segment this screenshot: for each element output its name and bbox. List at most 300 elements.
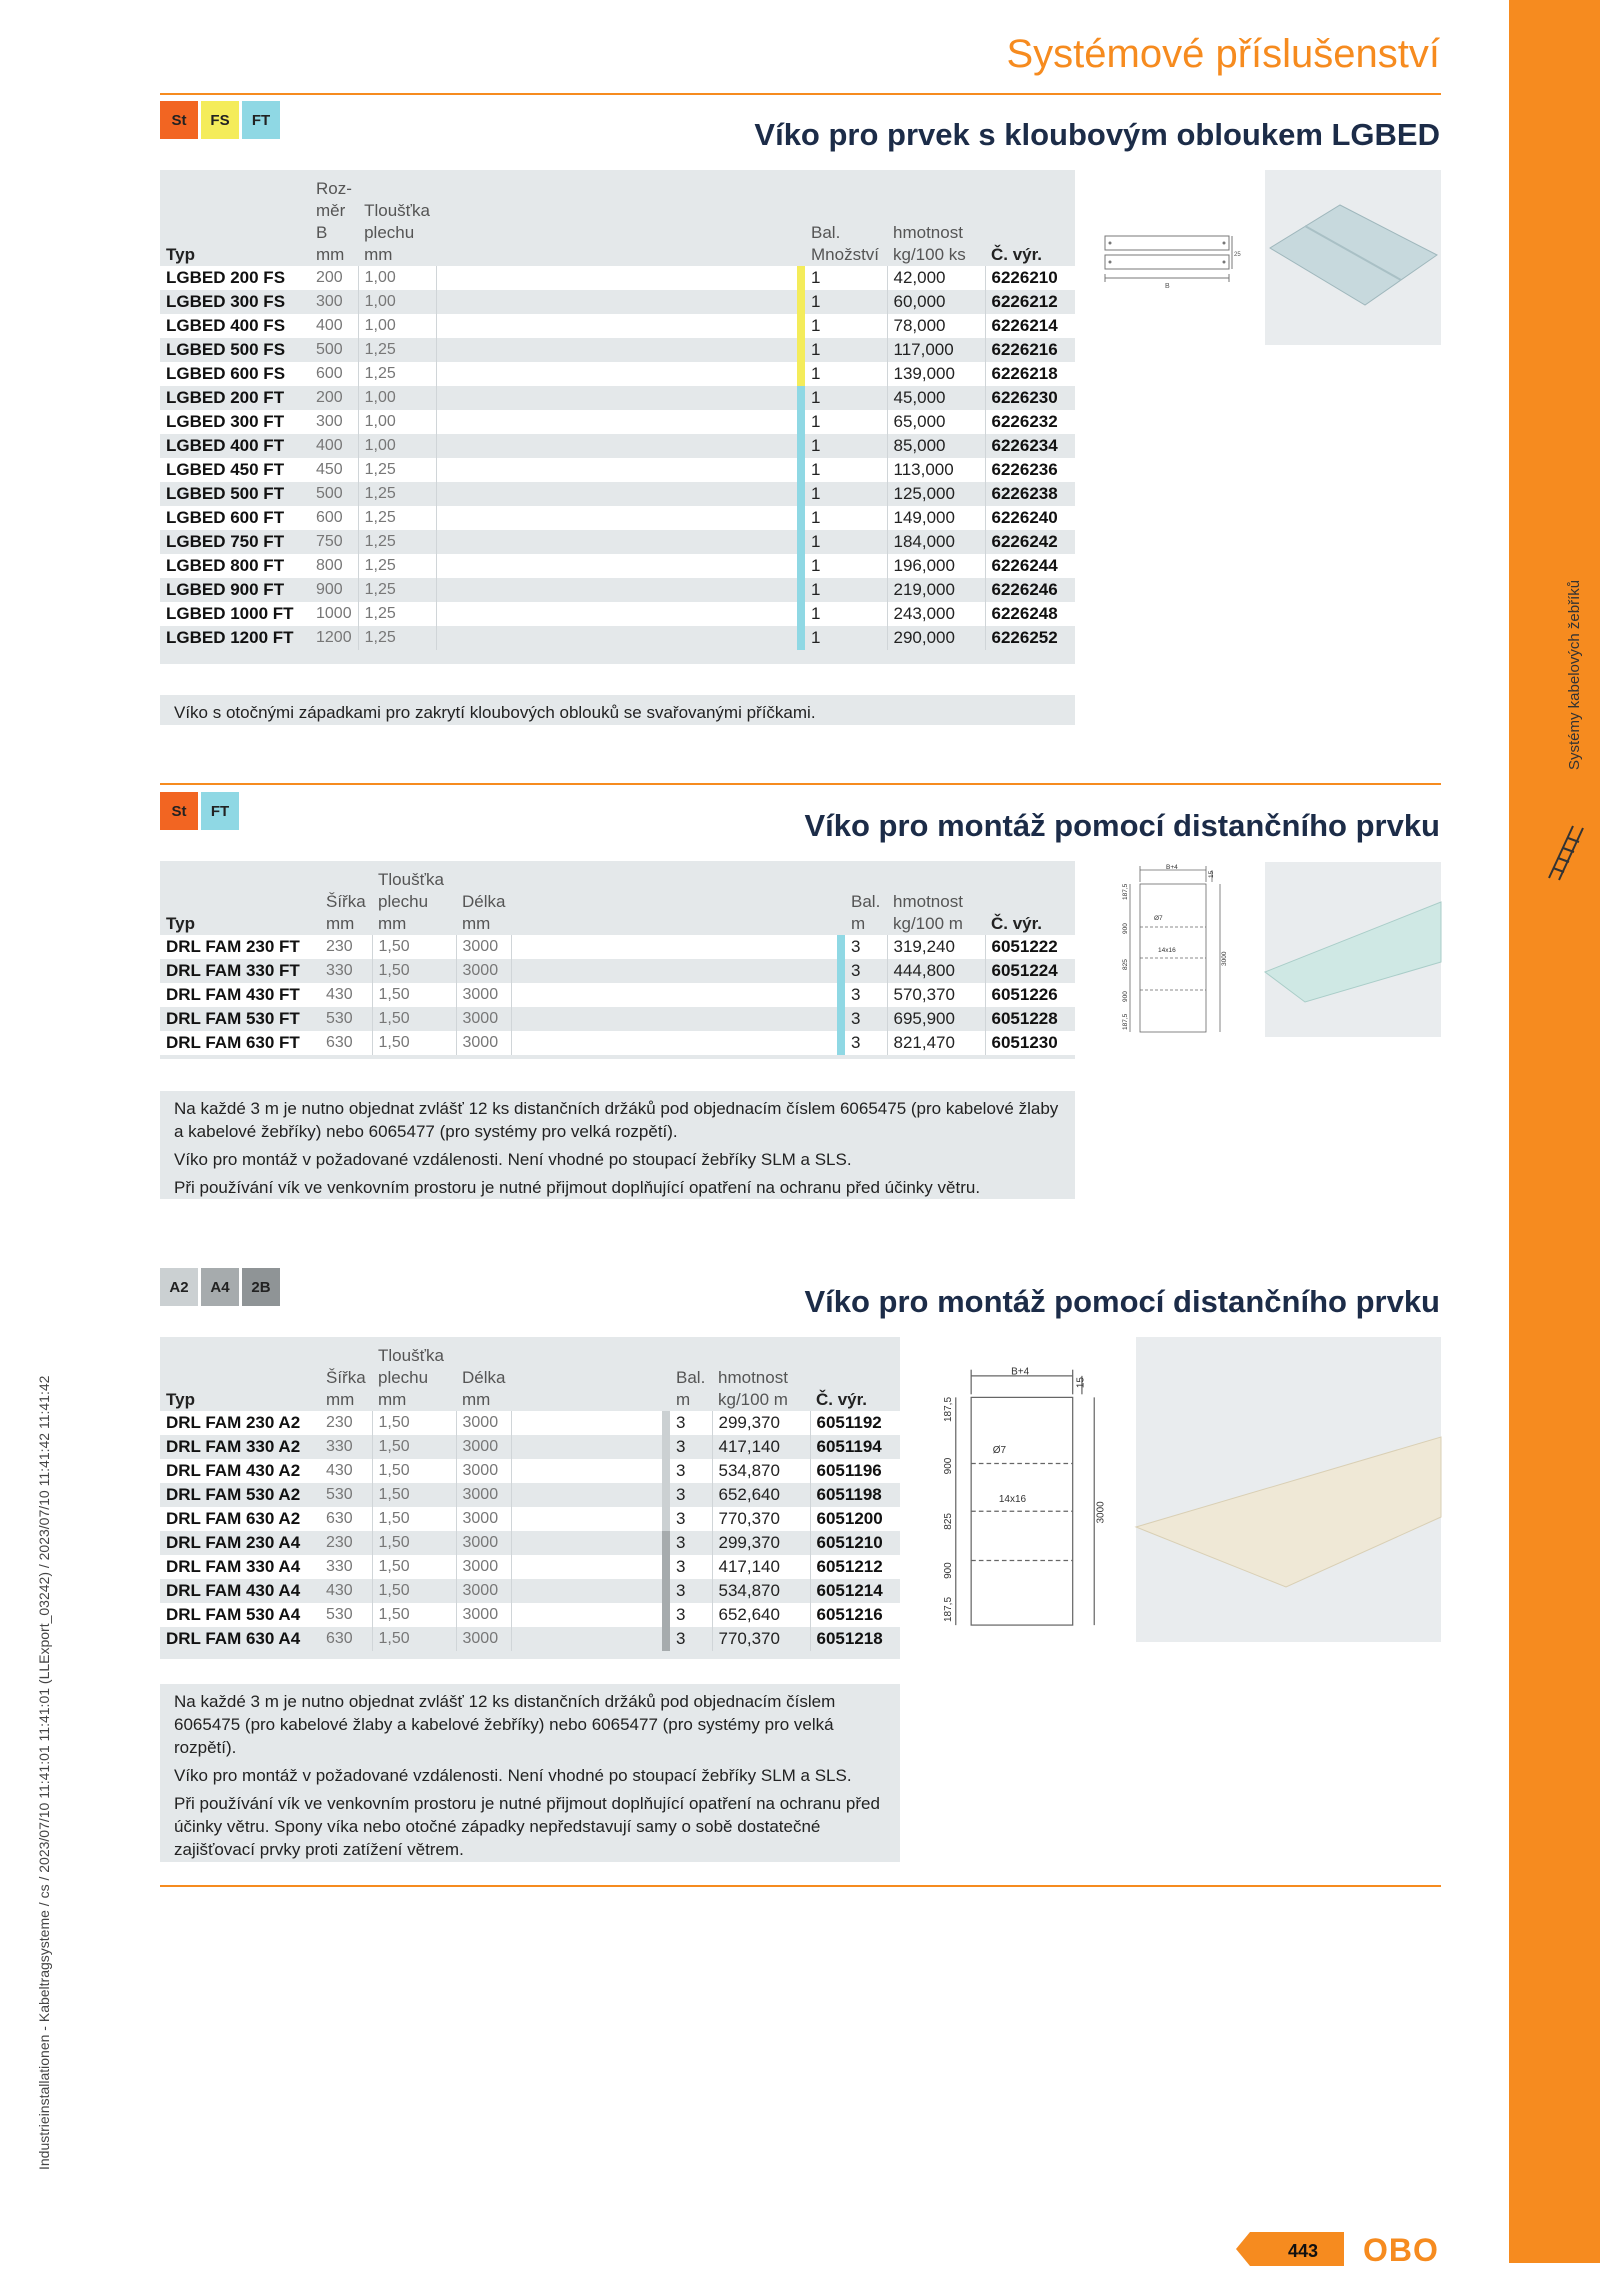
cell-typ: LGBED 300 FT bbox=[160, 410, 310, 434]
col-cvyr: Č. výr. bbox=[991, 245, 1043, 264]
cell-cvyr: 6051200 bbox=[810, 1507, 900, 1531]
cell-rozmer: 900 bbox=[310, 578, 358, 602]
cell-blank bbox=[511, 1483, 662, 1507]
table-row bbox=[160, 1411, 900, 1435]
cell-typ: LGBED 200 FS bbox=[160, 266, 310, 290]
cell-typ: LGBED 750 FT bbox=[160, 530, 310, 554]
product-table bbox=[160, 861, 1075, 1059]
cell-bal: 3 bbox=[670, 1627, 712, 1651]
cell-hmotnost: 85,000 bbox=[887, 434, 985, 458]
cell-hmotnost: 65,000 bbox=[887, 410, 985, 434]
section-title: Víko pro montáž pomocí distančního prvku bbox=[804, 1284, 1440, 1319]
cell-bal: 3 bbox=[670, 1483, 712, 1507]
dim-label: 187,5 bbox=[1122, 883, 1129, 900]
hole-label: Ø7 bbox=[992, 1444, 1007, 1456]
cell-delka: 3000 bbox=[456, 983, 511, 1007]
table-row bbox=[160, 626, 1075, 650]
cell-blank bbox=[436, 530, 797, 554]
table-row bbox=[160, 1603, 900, 1627]
cell-stripe bbox=[797, 314, 805, 338]
cell-cvyr: 6226248 bbox=[985, 602, 1075, 626]
col-cvyr: Č. výr. bbox=[816, 1390, 868, 1409]
cell-hmotnost: 125,000 bbox=[887, 482, 985, 506]
table-row bbox=[160, 1579, 900, 1603]
cell-cvyr: 6226244 bbox=[985, 554, 1075, 578]
slot-label: 14x16 bbox=[998, 1494, 1027, 1505]
dim-label: 187,5 bbox=[943, 1596, 955, 1622]
table-row bbox=[160, 266, 1075, 290]
cell-typ: DRL FAM 630 A4 bbox=[160, 1627, 320, 1651]
cell-hmotnost: 534,870 bbox=[712, 1579, 810, 1603]
cell-hmotnost: 78,000 bbox=[887, 314, 985, 338]
cell-cvyr: 6226232 bbox=[985, 410, 1075, 434]
table-row bbox=[160, 410, 1075, 434]
col-bal: Bal. Množství bbox=[811, 223, 880, 264]
cell-stripe bbox=[797, 530, 805, 554]
cell-hmotnost: 45,000 bbox=[887, 386, 985, 410]
dim-label: 825 bbox=[943, 1513, 955, 1530]
cell-bal: 1 bbox=[805, 314, 887, 338]
cell-rozmer: 450 bbox=[310, 458, 358, 482]
cell-cvyr: 6226242 bbox=[985, 530, 1075, 554]
table-row bbox=[160, 386, 1075, 410]
cell-stripe bbox=[662, 1555, 670, 1579]
cell-stripe bbox=[837, 935, 845, 959]
cell-typ: DRL FAM 330 FT bbox=[160, 959, 320, 983]
cell-typ: LGBED 800 FT bbox=[160, 554, 310, 578]
dim-total-label: 3000 bbox=[1095, 1501, 1107, 1524]
cell-sirka: 630 bbox=[320, 1031, 372, 1055]
badge-a2: A2 bbox=[160, 1268, 198, 1306]
cell-cvyr: 6226218 bbox=[985, 362, 1075, 386]
cell-tloustka: 1,00 bbox=[358, 314, 436, 338]
col-tloustka: Tloušťka plechu mm bbox=[364, 201, 430, 264]
cell-cvyr: 6051226 bbox=[985, 983, 1075, 1007]
cell-rozmer: 500 bbox=[310, 338, 358, 362]
cell-blank bbox=[511, 959, 837, 983]
cell-cvyr: 6051222 bbox=[985, 935, 1075, 959]
cell-hmotnost: 652,640 bbox=[712, 1603, 810, 1627]
cell-bal: 1 bbox=[805, 386, 887, 410]
cell-delka: 3000 bbox=[456, 1435, 511, 1459]
cell-cvyr: 6226214 bbox=[985, 314, 1075, 338]
cell-cvyr: 6226252 bbox=[985, 626, 1075, 650]
cell-rozmer: 400 bbox=[310, 314, 358, 338]
cell-stripe bbox=[662, 1531, 670, 1555]
note-text: Víko pro montáž v požadované vzdálenosti. Není vhodné po stoupací žebříky SLM a SLS. bbox=[174, 1150, 852, 1169]
table-row bbox=[160, 482, 1075, 506]
cell-cvyr: 6051224 bbox=[985, 959, 1075, 983]
cell-hmotnost: 42,000 bbox=[887, 266, 985, 290]
section-rule bbox=[160, 783, 1441, 785]
cell-cvyr: 6051216 bbox=[810, 1603, 900, 1627]
cell-bal: 3 bbox=[670, 1435, 712, 1459]
cell-stripe bbox=[797, 458, 805, 482]
col-stripe bbox=[797, 170, 805, 266]
cell-bal: 1 bbox=[805, 458, 887, 482]
cell-tloustka: 1,25 bbox=[358, 482, 436, 506]
dim-width-label: B+4 bbox=[1011, 1366, 1030, 1378]
cell-bal: 1 bbox=[805, 554, 887, 578]
cell-cvyr: 6226216 bbox=[985, 338, 1075, 362]
table-row bbox=[160, 314, 1075, 338]
cell-rozmer: 600 bbox=[310, 506, 358, 530]
product-notes bbox=[160, 1091, 1075, 1199]
table-row bbox=[160, 362, 1075, 386]
col-stripe bbox=[837, 861, 845, 935]
table-row bbox=[160, 1555, 900, 1579]
table-row bbox=[160, 935, 1075, 959]
cell-cvyr: 6226246 bbox=[985, 578, 1075, 602]
cell-bal: 3 bbox=[845, 935, 887, 959]
cell-typ: LGBED 600 FT bbox=[160, 506, 310, 530]
col-cvyr: Č. výr. bbox=[991, 914, 1043, 933]
product-note bbox=[160, 695, 1075, 725]
cell-bal: 3 bbox=[670, 1507, 712, 1531]
cell-tloustka: 1,50 bbox=[372, 1507, 456, 1531]
cell-stripe bbox=[797, 506, 805, 530]
cell-sirka: 430 bbox=[320, 1459, 372, 1483]
cell-hmotnost: 243,000 bbox=[887, 602, 985, 626]
col-tloustka: Tloušťka plechu mm bbox=[378, 870, 444, 933]
cell-typ: DRL FAM 530 A4 bbox=[160, 1603, 320, 1627]
cell-tloustka: 1,25 bbox=[358, 626, 436, 650]
table-row bbox=[160, 1507, 900, 1531]
dim-b-label: B bbox=[1165, 283, 1170, 290]
cell-typ: LGBED 1200 FT bbox=[160, 626, 310, 650]
cell-hmotnost: 534,870 bbox=[712, 1459, 810, 1483]
cell-typ: DRL FAM 230 A4 bbox=[160, 1531, 320, 1555]
cell-cvyr: 6051230 bbox=[985, 1031, 1075, 1055]
header-rule bbox=[160, 93, 1441, 95]
cell-bal: 1 bbox=[805, 362, 887, 386]
cell-blank bbox=[511, 1627, 662, 1651]
table-row bbox=[160, 1459, 900, 1483]
cell-tloustka: 1,50 bbox=[372, 1627, 456, 1651]
cell-typ: LGBED 1000 FT bbox=[160, 602, 310, 626]
badge-ft: FT bbox=[242, 101, 280, 139]
note-text: Víko pro montáž v požadované vzdálenosti. Není vhodné po stoupací žebříky SLM a SLS. bbox=[174, 1766, 852, 1785]
cell-sirka: 230 bbox=[320, 1411, 372, 1435]
page-number: 443 bbox=[1288, 2241, 1319, 2261]
cell-cvyr: 6051194 bbox=[810, 1435, 900, 1459]
dim-h-label: 25 bbox=[1234, 252, 1241, 258]
cell-tloustka: 1,50 bbox=[372, 1483, 456, 1507]
cell-cvyr: 6226230 bbox=[985, 386, 1075, 410]
cell-stripe bbox=[837, 1031, 845, 1055]
dim-h-label: 15 bbox=[1208, 870, 1215, 878]
cell-delka: 3000 bbox=[456, 935, 511, 959]
dim-label: 900 bbox=[943, 1457, 955, 1475]
col-blank bbox=[511, 861, 837, 935]
table-row bbox=[160, 1031, 1075, 1055]
cell-bal: 1 bbox=[805, 578, 887, 602]
dim-label: 900 bbox=[943, 1562, 955, 1579]
cell-cvyr: 6226236 bbox=[985, 458, 1075, 482]
cell-typ: LGBED 450 FT bbox=[160, 458, 310, 482]
cell-cvyr: 6051212 bbox=[810, 1555, 900, 1579]
cell-sirka: 330 bbox=[320, 1435, 372, 1459]
note-text: Na každé 3 m je nutno objednat zvlášť 12 ks distančních držáků pod objednacím číslem 6065475 (pro kabelové žlaby a kabelové žebříky) nebo 6065477 (pro systémy pro velká rozpětí). bbox=[174, 1099, 1059, 1141]
cell-sirka: 330 bbox=[320, 1555, 372, 1579]
cell-rozmer: 200 bbox=[310, 386, 358, 410]
cell-cvyr: 6051218 bbox=[810, 1627, 900, 1651]
table-row bbox=[160, 554, 1075, 578]
note-text: Na každé 3 m je nutno objednat zvlášť 12 ks distančních držáků pod objednacím číslem 6065475 (pro kabelové žlaby a kabelové žebříky) nebo 6065477 (pro systémy pro velká rozpětí). bbox=[174, 1692, 836, 1757]
dim-h-label: 15 bbox=[1075, 1377, 1087, 1389]
cell-blank bbox=[511, 1007, 837, 1031]
cell-typ: LGBED 500 FT bbox=[160, 482, 310, 506]
cell-blank bbox=[436, 290, 797, 314]
note-text: Při používání vík ve venkovním prostoru je nutné přijmout doplňující opatření na ochranu před účinky větru. bbox=[174, 1178, 981, 1197]
cell-bal: 1 bbox=[805, 482, 887, 506]
table-row bbox=[160, 983, 1075, 1007]
cell-delka: 3000 bbox=[456, 1507, 511, 1531]
cell-hmotnost: 417,140 bbox=[712, 1435, 810, 1459]
cell-tloustka: 1,50 bbox=[372, 935, 456, 959]
col-hmotnost: hmotnost kg/100 ks bbox=[893, 223, 966, 264]
badge-st: St bbox=[160, 101, 198, 139]
cell-bal: 3 bbox=[670, 1531, 712, 1555]
cell-typ: DRL FAM 630 A2 bbox=[160, 1507, 320, 1531]
col-typ: Typ bbox=[166, 914, 195, 933]
cell-sirka: 430 bbox=[320, 1579, 372, 1603]
cell-sirka: 530 bbox=[320, 1603, 372, 1627]
cell-stripe bbox=[797, 386, 805, 410]
cell-delka: 3000 bbox=[456, 1627, 511, 1651]
cell-rozmer: 300 bbox=[310, 410, 358, 434]
cell-delka: 3000 bbox=[456, 1031, 511, 1055]
cell-sirka: 230 bbox=[320, 935, 372, 959]
cell-hmotnost: 570,370 bbox=[887, 983, 985, 1007]
cell-blank bbox=[511, 1531, 662, 1555]
cell-hmotnost: 196,000 bbox=[887, 554, 985, 578]
cell-typ: DRL FAM 330 A2 bbox=[160, 1435, 320, 1459]
cell-typ: LGBED 900 FT bbox=[160, 578, 310, 602]
cell-bal: 1 bbox=[805, 410, 887, 434]
cell-cvyr: 6226234 bbox=[985, 434, 1075, 458]
cell-hmotnost: 299,370 bbox=[712, 1411, 810, 1435]
cell-blank bbox=[511, 1579, 662, 1603]
cell-stripe bbox=[662, 1507, 670, 1531]
cell-typ: DRL FAM 430 A4 bbox=[160, 1579, 320, 1603]
cell-delka: 3000 bbox=[456, 1579, 511, 1603]
cell-hmotnost: 652,640 bbox=[712, 1483, 810, 1507]
section-title: Víko pro prvek s kloubovým obloukem LGBED bbox=[754, 117, 1440, 152]
badge-a4: A4 bbox=[201, 1268, 239, 1306]
cell-stripe bbox=[797, 554, 805, 578]
cell-cvyr: 6051192 bbox=[810, 1411, 900, 1435]
cell-typ: LGBED 500 FS bbox=[160, 338, 310, 362]
cell-sirka: 530 bbox=[320, 1007, 372, 1031]
cell-bal: 3 bbox=[670, 1555, 712, 1579]
table-row bbox=[160, 578, 1075, 602]
cell-blank bbox=[511, 1555, 662, 1579]
cell-hmotnost: 290,000 bbox=[887, 626, 985, 650]
cell-stripe bbox=[797, 410, 805, 434]
cell-blank bbox=[436, 578, 797, 602]
col-rozmer: Roz- měr B mm bbox=[316, 179, 352, 264]
cell-stripe bbox=[837, 959, 845, 983]
side-chapter-label: Systémy kabelových žebříků bbox=[1566, 579, 1583, 770]
cell-hmotnost: 149,000 bbox=[887, 506, 985, 530]
cell-hmotnost: 770,370 bbox=[712, 1507, 810, 1531]
col-hmotnost: hmotnost kg/100 m bbox=[718, 1368, 788, 1409]
badge-ft: FT bbox=[201, 792, 239, 830]
cell-rozmer: 600 bbox=[310, 362, 358, 386]
table-row bbox=[160, 290, 1075, 314]
table-row bbox=[160, 1627, 900, 1651]
col-delka: Délka mm bbox=[462, 1368, 506, 1409]
col-tloustka: Tloušťka plechu mm bbox=[378, 1346, 444, 1409]
cell-tloustka: 1,25 bbox=[358, 458, 436, 482]
cable-ladder-icon bbox=[1543, 822, 1587, 882]
cell-rozmer: 500 bbox=[310, 482, 358, 506]
table-row bbox=[160, 458, 1075, 482]
cell-stripe bbox=[797, 290, 805, 314]
cell-delka: 3000 bbox=[456, 1603, 511, 1627]
cell-blank bbox=[511, 1031, 837, 1055]
cell-tloustka: 1,25 bbox=[358, 578, 436, 602]
cell-blank bbox=[436, 506, 797, 530]
cell-tloustka: 1,50 bbox=[372, 1579, 456, 1603]
cell-tloustka: 1,00 bbox=[358, 434, 436, 458]
cell-hmotnost: 821,470 bbox=[887, 1031, 985, 1055]
cell-bal: 1 bbox=[805, 338, 887, 362]
note-text: Při používání vík ve venkovním prostoru je nutné přijmout doplňující opatření na ochranu před účinky větru. Spony víka nebo otočné západky nepředstavují samy o sobě dostatečné zajišťovací prvky proti zatížení větrem. bbox=[174, 1794, 880, 1859]
cell-tloustka: 1,50 bbox=[372, 983, 456, 1007]
cell-hmotnost: 319,240 bbox=[887, 935, 985, 959]
cell-cvyr: 6226210 bbox=[985, 266, 1075, 290]
table-row bbox=[160, 338, 1075, 362]
cell-hmotnost: 444,800 bbox=[887, 959, 985, 983]
cell-stripe bbox=[797, 266, 805, 290]
cell-stripe bbox=[662, 1579, 670, 1603]
cell-blank bbox=[436, 434, 797, 458]
material-badges bbox=[160, 101, 280, 139]
dim-label: 187,5 bbox=[943, 1396, 955, 1422]
cell-delka: 3000 bbox=[456, 1459, 511, 1483]
cell-stripe bbox=[797, 362, 805, 386]
cell-bal: 3 bbox=[845, 959, 887, 983]
col-blank bbox=[511, 1337, 662, 1411]
product-table bbox=[160, 170, 1075, 664]
cell-blank bbox=[436, 482, 797, 506]
cell-stripe bbox=[662, 1459, 670, 1483]
cell-rozmer: 1000 bbox=[310, 602, 358, 626]
cell-typ: LGBED 400 FT bbox=[160, 434, 310, 458]
cell-typ: LGBED 200 FT bbox=[160, 386, 310, 410]
cell-cvyr: 6051198 bbox=[810, 1483, 900, 1507]
table-row bbox=[160, 1531, 900, 1555]
cell-bal: 3 bbox=[845, 983, 887, 1007]
cell-tloustka: 1,50 bbox=[372, 1007, 456, 1031]
cell-cvyr: 6051196 bbox=[810, 1459, 900, 1483]
cell-stripe bbox=[837, 1007, 845, 1031]
cell-tloustka: 1,25 bbox=[358, 554, 436, 578]
cell-stripe bbox=[662, 1435, 670, 1459]
col-stripe bbox=[662, 1337, 670, 1411]
cell-stripe bbox=[662, 1483, 670, 1507]
cell-stripe bbox=[797, 602, 805, 626]
cell-tloustka: 1,00 bbox=[358, 386, 436, 410]
dim-label: 900 bbox=[1122, 923, 1129, 934]
cell-typ: DRL FAM 430 FT bbox=[160, 983, 320, 1007]
table-row bbox=[160, 1435, 900, 1459]
dim-total-label: 3000 bbox=[1221, 951, 1228, 966]
cell-blank bbox=[511, 1603, 662, 1627]
cell-typ: LGBED 600 FS bbox=[160, 362, 310, 386]
cell-blank bbox=[511, 1507, 662, 1531]
cell-bal: 1 bbox=[805, 602, 887, 626]
table-row bbox=[160, 1483, 900, 1507]
cell-cvyr: 6226240 bbox=[985, 506, 1075, 530]
cell-bal: 3 bbox=[845, 1007, 887, 1031]
cell-tloustka: 1,50 bbox=[372, 1531, 456, 1555]
cell-hmotnost: 117,000 bbox=[887, 338, 985, 362]
cell-hmotnost: 695,900 bbox=[887, 1007, 985, 1031]
dim-label: 825 bbox=[1122, 959, 1129, 970]
cell-sirka: 330 bbox=[320, 959, 372, 983]
table-row bbox=[160, 434, 1075, 458]
cover-drawing bbox=[1100, 230, 1240, 292]
cell-delka: 3000 bbox=[456, 1531, 511, 1555]
cell-blank bbox=[436, 338, 797, 362]
cell-tloustka: 1,50 bbox=[372, 1411, 456, 1435]
section-rule bbox=[160, 1885, 1441, 1887]
product-photo bbox=[1265, 170, 1441, 345]
cell-delka: 3000 bbox=[456, 1007, 511, 1031]
cell-cvyr: 6226212 bbox=[985, 290, 1075, 314]
cell-typ: LGBED 300 FS bbox=[160, 290, 310, 314]
cell-stripe bbox=[662, 1411, 670, 1435]
badge-2b: 2B bbox=[242, 1268, 280, 1306]
cell-bal: 1 bbox=[805, 506, 887, 530]
cell-typ: DRL FAM 230 A2 bbox=[160, 1411, 320, 1435]
cell-bal: 3 bbox=[670, 1411, 712, 1435]
note-text: Víko s otočnými západkami pro zakrytí kloubových oblouků se svařovanými příčkami. bbox=[174, 703, 816, 722]
cell-rozmer: 200 bbox=[310, 266, 358, 290]
obo-logo: OBO bbox=[1363, 2232, 1439, 2268]
badge-fs: FS bbox=[201, 101, 239, 139]
cell-stripe bbox=[797, 626, 805, 650]
cell-hmotnost: 417,140 bbox=[712, 1555, 810, 1579]
cell-stripe bbox=[837, 983, 845, 1007]
cell-blank bbox=[436, 410, 797, 434]
cell-cvyr: 6226238 bbox=[985, 482, 1075, 506]
cell-stripe bbox=[797, 338, 805, 362]
cell-blank bbox=[511, 1435, 662, 1459]
col-typ: Typ bbox=[166, 245, 195, 264]
cell-blank bbox=[511, 1459, 662, 1483]
cell-bal: 3 bbox=[670, 1459, 712, 1483]
cell-hmotnost: 60,000 bbox=[887, 290, 985, 314]
cell-blank bbox=[436, 386, 797, 410]
cell-tloustka: 1,50 bbox=[372, 959, 456, 983]
cell-blank bbox=[436, 458, 797, 482]
cell-bal: 1 bbox=[805, 290, 887, 314]
product-table bbox=[160, 1337, 900, 1659]
export-info: Industrieinstallationen - Kabeltragsysteme / cs / 2023/07/10 11:41:01 11:41:01 (LLExport_03242) / 2023/07/10 11:41:42 11:41:42 bbox=[36, 1375, 52, 2170]
cell-sirka: 530 bbox=[320, 1483, 372, 1507]
cell-stripe bbox=[797, 434, 805, 458]
cell-stripe bbox=[797, 482, 805, 506]
page-header-title: Systémové příslušenství bbox=[1006, 32, 1440, 76]
cell-rozmer: 300 bbox=[310, 290, 358, 314]
cell-rozmer: 800 bbox=[310, 554, 358, 578]
dim-width-label: B+4 bbox=[1166, 864, 1178, 871]
cover-drawing bbox=[925, 1347, 1125, 1657]
